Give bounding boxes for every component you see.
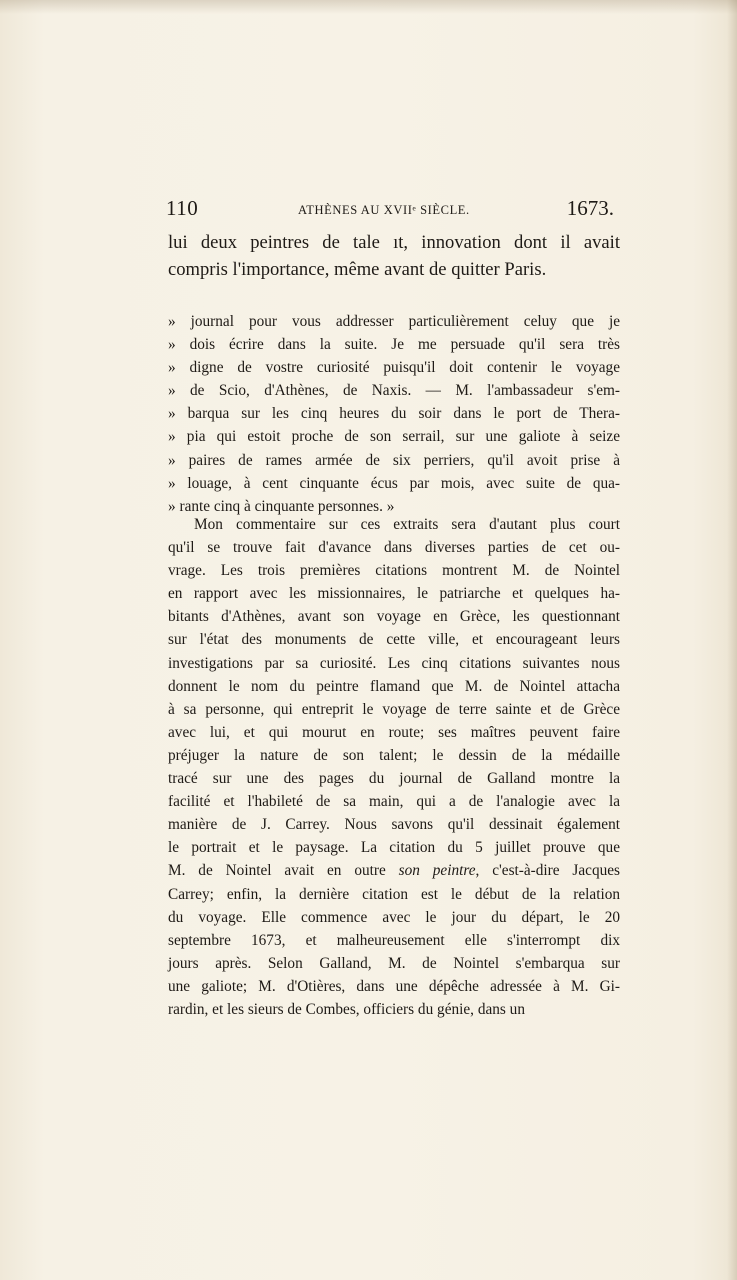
quote-line: » paires de rames armée de six perriers, qu'il avoit prise à xyxy=(168,451,620,469)
body-line: avec lui, et qui mourut en route; ses maîtres peuvent faire xyxy=(168,723,620,741)
body-text-segment: , c'est-à-dire Jacques xyxy=(475,862,621,880)
quote-line: » pia qui estoit proche de son serrail, sur une galiote à seize xyxy=(168,428,620,446)
body-line: rardin, et les sieurs de Combes, officiers du génie, dans un xyxy=(168,1000,525,1018)
body-line: donnent le nom du peintre flamand que M. de Nointel attacha xyxy=(168,677,620,695)
body-line: du voyage. Elle commence avec le jour du départ, le 20 xyxy=(168,908,620,926)
page-top-shadow xyxy=(0,0,737,14)
body-line: bitants d'Athènes, avant son voyage en Grèce, les questionnant xyxy=(168,608,620,626)
body-line: tracé sur une des pages du journal de Galland montre la xyxy=(168,770,620,788)
text-line: lui deux peintres de tale ıt, innovation dont il avait xyxy=(168,232,620,253)
body-line: préjuger la nature de son talent; le dessin de la médaille xyxy=(168,746,620,764)
body-line: sur l'état des monuments de cette ville, et encourageant leurs xyxy=(168,631,620,649)
quote-line: » journal pour vous addresser particulièrement celuy que je xyxy=(168,313,620,330)
running-title: ATHÈNES AU XVIIᵉ SIÈCLE. xyxy=(298,203,470,217)
quote-line: » louage, à cent cinquante écus par mois, avec suite de qua- xyxy=(168,474,620,492)
body-text-segment: M. de Nointel avait en outre xyxy=(168,862,399,880)
body-line: investigations par sa curiosité. Les cinq citations suivantes nous xyxy=(168,654,620,672)
italic-phrase: son peintre xyxy=(398,862,476,880)
body-line: jours après. Selon Galland, M. de Nointel s'embarqua sur xyxy=(168,954,620,972)
quote-line: » de Scio, d'Athènes, de Naxis. — M. l'ambassadeur s'em- xyxy=(168,382,620,400)
quote-line: » dois écrire dans la suite. Je me persuade qu'il sera très xyxy=(168,336,620,354)
page-number: 110 xyxy=(166,196,199,220)
body-line: vrage. Les trois premières citations montrent M. de Nointel xyxy=(168,562,620,580)
body-line: Carrey; enfin, la dernière citation est le début de la relation xyxy=(168,885,620,903)
page-edge-shadow xyxy=(727,0,737,1280)
body-line: qu'il se trouve fait d'avance dans diverses parties de cet ou- xyxy=(168,539,620,557)
quoted-journal-excerpt xyxy=(168,310,620,518)
running-header xyxy=(166,196,614,226)
body-line: le portrait et le paysage. La citation du 5 juillet prouve que xyxy=(168,839,620,857)
body-line: Mon commentaire sur ces extraits sera d'autant plus court xyxy=(194,516,620,533)
body-line: facilité et l'habileté de sa main, qui a de l'analogie avec la xyxy=(168,793,620,811)
quote-line: » barqua sur les cinq heures du soir dans le port de Thera- xyxy=(168,405,620,423)
body-line-with-italic xyxy=(168,859,620,882)
commentary-paragraph xyxy=(168,513,620,1021)
intro-paragraph xyxy=(168,229,620,283)
header-year: 1673. xyxy=(566,196,614,220)
body-line: manière de J. Carrey. Nous savons qu'il dessinait également xyxy=(168,816,620,834)
body-line: une galiote; M. d'Otières, dans une dépêche adressée à M. Gi- xyxy=(168,977,620,995)
quote-line: » digne de vostre curiosité puisqu'il doit contenir le voyage xyxy=(168,359,620,377)
body-line: septembre 1673, et malheureusement elle s'interrompt dix xyxy=(168,931,620,949)
quote-line: » rante cinq à cinquante personnes. » xyxy=(168,497,395,515)
body-line: à sa personne, qui entreprit le voyage de terre sainte et de Grèce xyxy=(168,700,620,718)
text-line: compris l'importance, même avant de quitter Paris. xyxy=(168,259,547,280)
body-line: en rapport avec les missionnaires, le patriarche et quelques ha- xyxy=(168,585,620,603)
